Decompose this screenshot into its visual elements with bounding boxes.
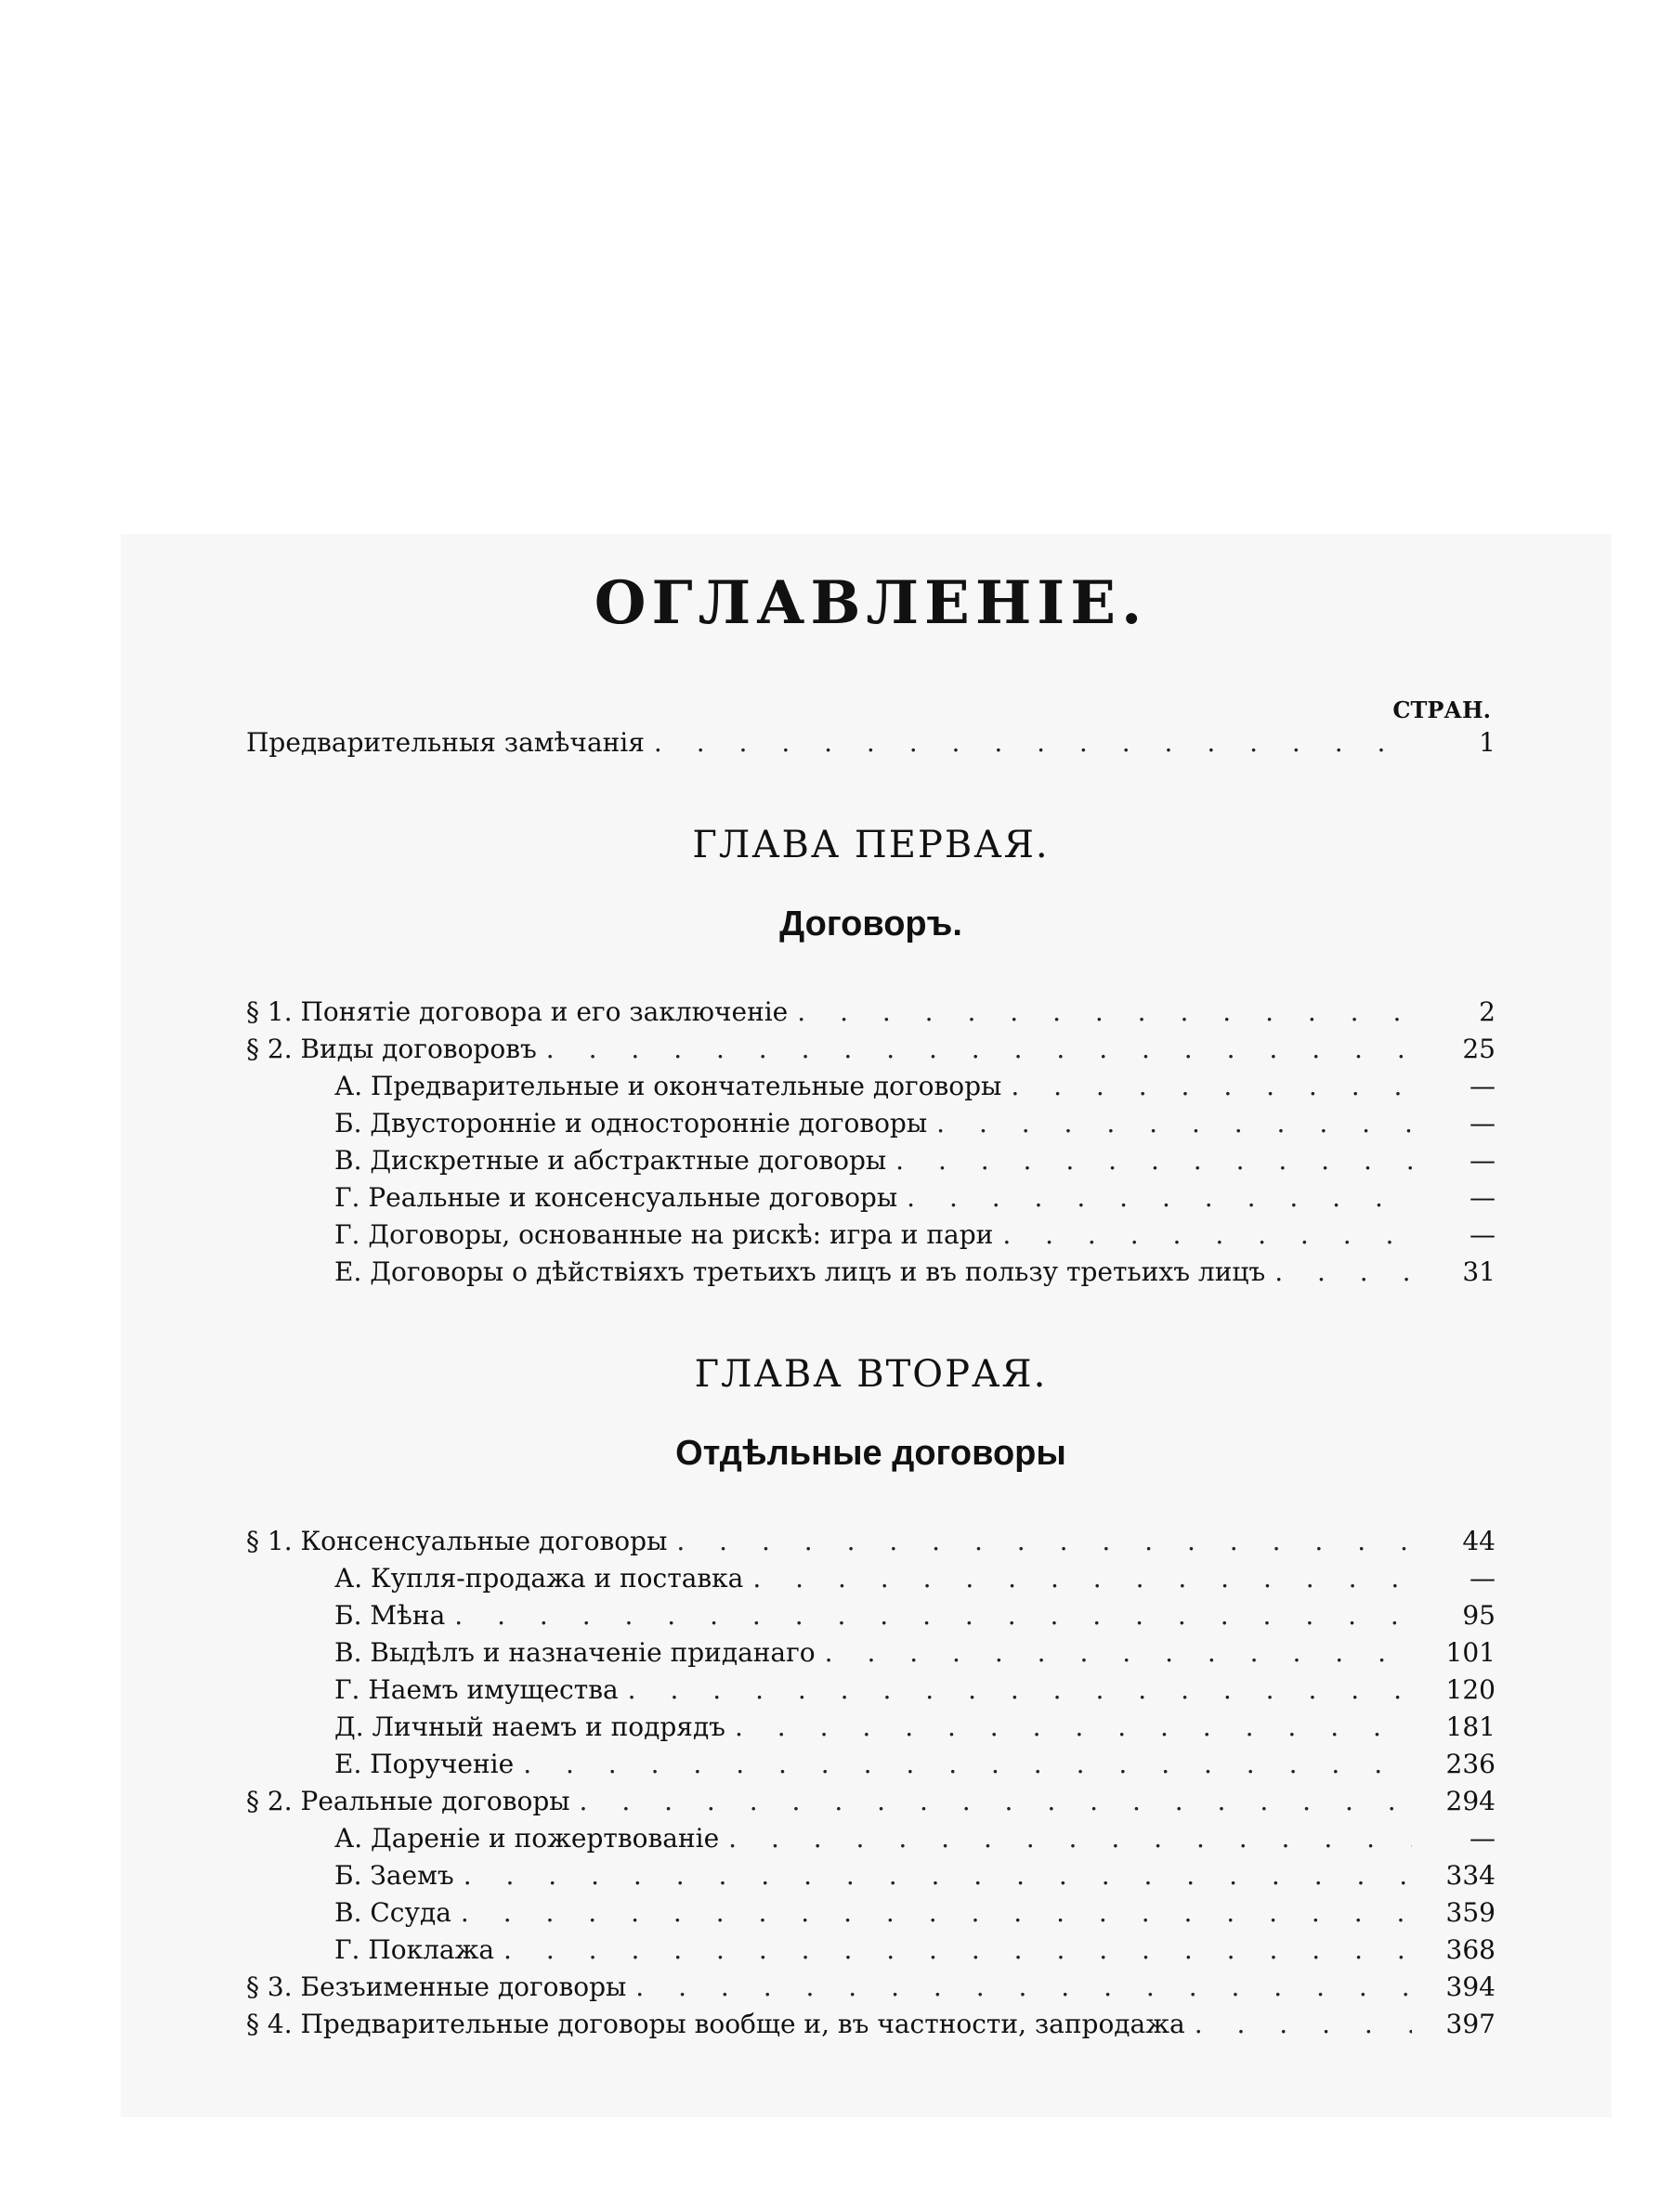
toc-label: Е. Порученіе — [334, 1749, 515, 1779]
toc-page: — — [1470, 1071, 1496, 1101]
toc-row[interactable] — [246, 1894, 1496, 1932]
toc-row-preface[interactable] — [246, 724, 1496, 761]
toc-label: В. Дискретные и абстрактные договоры — [334, 1145, 887, 1176]
toc-page: 101 — [1445, 1637, 1496, 1668]
toc-row[interactable] — [246, 1932, 1496, 1969]
toc-label: § 4. Предварительные договоры вообще и, въ частности, запродажа — [246, 2009, 1185, 2039]
toc-page: 44 — [1462, 1526, 1496, 1556]
toc-row[interactable] — [246, 2006, 1496, 2043]
toc-row[interactable] — [246, 1254, 1496, 1291]
toc-page: 25 — [1462, 1034, 1496, 1064]
leader-dots — [494, 1932, 1412, 1969]
toc-page: 95 — [1462, 1600, 1496, 1631]
toc-row[interactable] — [246, 1820, 1496, 1857]
toc-page: 359 — [1445, 1897, 1496, 1928]
leader-dots — [927, 1105, 1412, 1142]
page-column-label: СТРАН. — [1392, 696, 1491, 723]
toc-label: Г. Договоры, основанные на рискѣ: игра и пари — [334, 1219, 994, 1250]
toc-row[interactable] — [246, 1672, 1496, 1709]
toc-page: — — [1470, 1219, 1496, 1250]
chapter-heading: ГЛАВА ВТОРАЯ. — [694, 1353, 1048, 1396]
toc-label: А. Купля-продажа и поставка — [334, 1563, 744, 1594]
toc-page: 334 — [1445, 1860, 1496, 1891]
toc-page: 181 — [1445, 1711, 1496, 1742]
toc-label: Предварительныя замѣчанія — [246, 727, 645, 758]
chapter-title: Отдѣльные договоры — [675, 1434, 1066, 1473]
toc-page: 236 — [1445, 1749, 1496, 1779]
toc-page: 294 — [1445, 1786, 1496, 1816]
toc-label: § 1. Понятіе договора и его заключеніе — [246, 996, 789, 1027]
toc-page: 120 — [1445, 1674, 1496, 1705]
toc-row[interactable] — [246, 1634, 1496, 1672]
toc-page: 368 — [1445, 1934, 1496, 1965]
toc-label: Е. Договоры о дѣйствіяхъ третьихъ лицъ и въ пользу третьихъ лицъ — [334, 1256, 1266, 1287]
leader-dots — [645, 724, 1412, 761]
toc-label: Б. Заемъ — [334, 1860, 454, 1891]
table-of-contents — [246, 566, 1496, 2043]
toc-row[interactable] — [246, 1217, 1496, 1254]
chapter-title: Договоръ. — [779, 904, 962, 943]
toc-page: — — [1470, 1108, 1496, 1139]
leader-dots — [445, 1597, 1412, 1634]
toc-label: В. Ссуда — [334, 1897, 451, 1928]
toc-label: В. Выдѣлъ и назначеніе приданаго — [334, 1637, 816, 1668]
leader-dots — [719, 1820, 1412, 1857]
leader-dots — [570, 1783, 1412, 1820]
leader-dots — [743, 1560, 1412, 1597]
toc-page: — — [1470, 1145, 1496, 1176]
leader-dots — [993, 1217, 1412, 1254]
toc-page: 31 — [1462, 1256, 1496, 1287]
toc-label: А. Дареніе и пожертвованіе — [334, 1823, 720, 1854]
toc-label: Б. Мѣна — [334, 1600, 446, 1631]
toc-page: 394 — [1445, 1971, 1496, 2002]
page-title: ОГЛАВЛЕНІЕ. — [594, 568, 1148, 638]
toc-page: 2 — [1479, 996, 1496, 1027]
toc-row[interactable] — [246, 1709, 1496, 1746]
leader-dots — [454, 1857, 1412, 1894]
toc-row[interactable] — [246, 1783, 1496, 1820]
toc-label: Д. Личный наемъ и подрядъ — [334, 1711, 725, 1742]
toc-label: Г. Реальные и консенсуальные договоры — [334, 1182, 898, 1213]
leader-dots — [816, 1634, 1412, 1672]
toc-label: § 2. Виды договоровъ — [246, 1034, 537, 1064]
toc-label: § 1. Консенсуальные договоры — [246, 1526, 668, 1556]
leader-dots — [619, 1672, 1412, 1709]
toc-page: 397 — [1445, 2009, 1496, 2039]
leader-dots — [514, 1746, 1412, 1783]
toc-row[interactable] — [246, 1179, 1496, 1217]
leader-dots — [1185, 2006, 1412, 2043]
toc-label: А. Предварительные и окончательные договоры — [334, 1071, 1002, 1101]
chapter-heading: ГЛАВА ПЕРВАЯ. — [692, 824, 1050, 866]
toc-label: Г. Поклажа — [334, 1934, 495, 1965]
leader-dots — [626, 1969, 1412, 2006]
toc-page: — — [1470, 1823, 1496, 1854]
leader-dots — [897, 1179, 1412, 1217]
leader-dots — [788, 994, 1412, 1031]
toc-row[interactable] — [246, 994, 1496, 1031]
toc-row[interactable] — [246, 1142, 1496, 1179]
toc-page: — — [1470, 1563, 1496, 1594]
toc-row[interactable] — [246, 1746, 1496, 1783]
toc-row[interactable] — [246, 1031, 1496, 1068]
toc-label: Г. Наемъ имущества — [334, 1674, 619, 1705]
toc-row[interactable] — [246, 1068, 1496, 1105]
leader-dots — [886, 1142, 1412, 1179]
toc-row[interactable] — [246, 1969, 1496, 2006]
toc-label: § 3. Безъименные договоры — [246, 1971, 627, 2002]
toc-row[interactable] — [246, 1560, 1496, 1597]
toc-row[interactable] — [246, 1857, 1496, 1894]
leader-dots — [725, 1709, 1412, 1746]
leader-dots — [1001, 1068, 1412, 1105]
leader-dots — [667, 1523, 1412, 1560]
toc-page: 1 — [1479, 727, 1496, 758]
toc-label: § 2. Реальные договоры — [246, 1786, 570, 1816]
toc-row[interactable] — [246, 1105, 1496, 1142]
toc-label: Б. Двусторонніе и односторонніе договоры — [334, 1108, 928, 1139]
toc-row[interactable] — [246, 1523, 1496, 1560]
leader-dots — [1265, 1254, 1412, 1291]
leader-dots — [451, 1894, 1412, 1932]
toc-page: — — [1470, 1182, 1496, 1213]
leader-dots — [537, 1031, 1412, 1068]
toc-row[interactable] — [246, 1597, 1496, 1634]
